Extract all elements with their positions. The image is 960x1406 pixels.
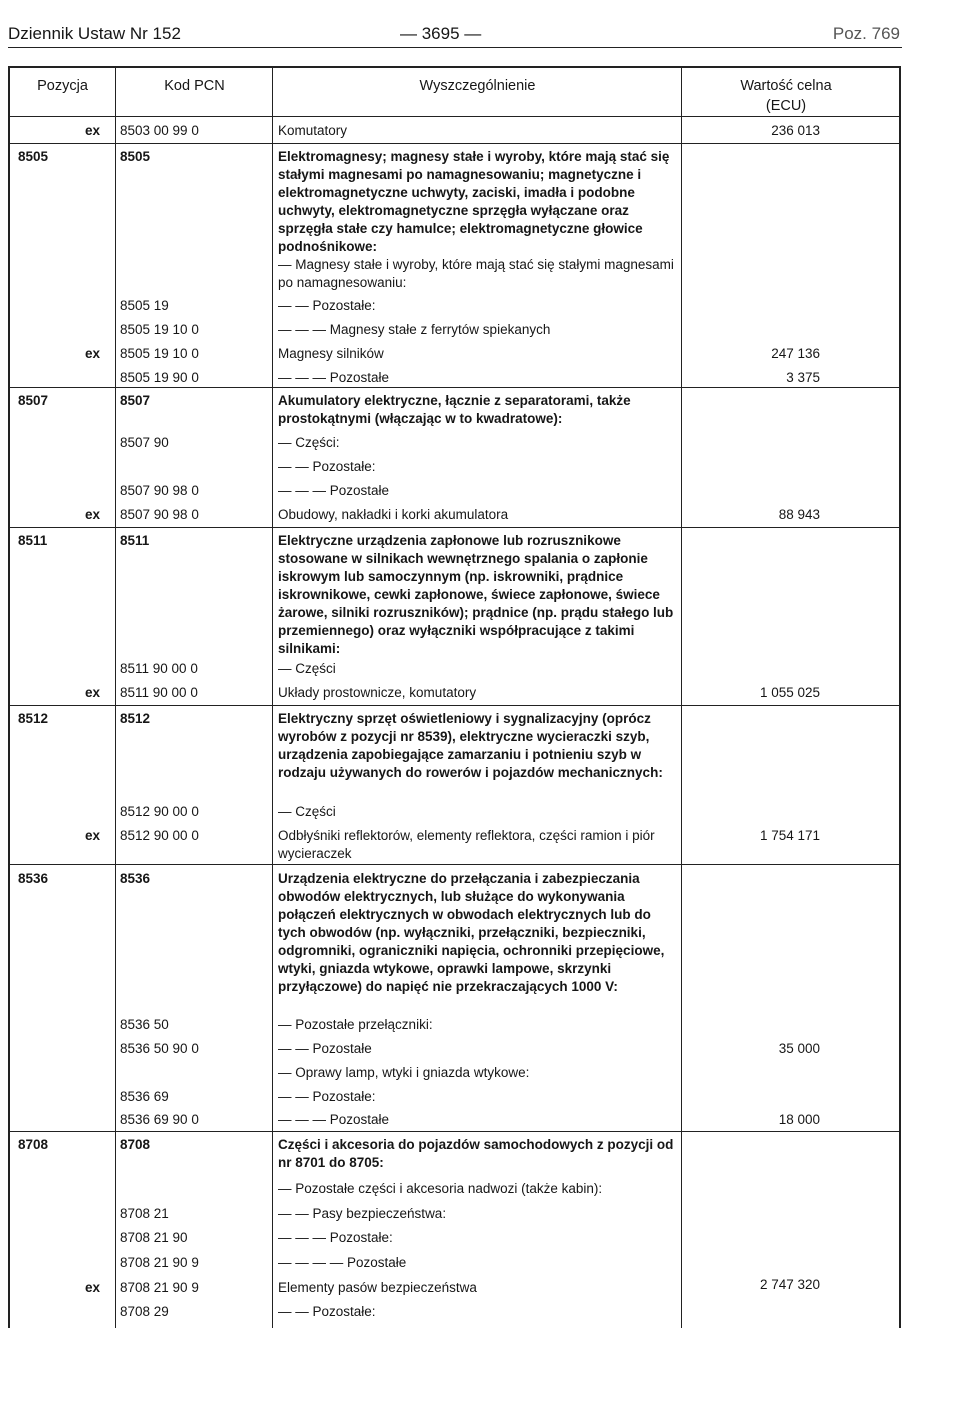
pcn-code: 8505 19 10 0 — [120, 322, 199, 337]
description: Odbłyśniki reflektorów, elementy reflektora, części ramion i piór wycieraczek — [278, 828, 655, 861]
description: — — Pozostałe — [278, 1041, 372, 1056]
pcn-code: 8511 — [120, 533, 150, 548]
customs-value: 35 000 — [778, 1041, 820, 1056]
heading-position: 8507 — [18, 393, 49, 408]
pcn-code: 8511 90 00 0 — [120, 661, 198, 676]
description: — — Pozostałe: — [278, 298, 376, 313]
column-header-opis: Wyszczególnienie — [419, 78, 536, 94]
row-divider — [10, 705, 899, 706]
customs-value: 3 375 — [786, 370, 820, 385]
pcn-code: 8512 — [120, 711, 151, 726]
ex-marker: ex — [85, 828, 101, 843]
pcn-code: 8708 29 — [120, 1304, 169, 1319]
column-divider — [272, 68, 273, 1328]
description: — Oprawy lamp, wtyki i gniazda wtykowe: — [278, 1065, 530, 1080]
description: — — Pozostałe: — [278, 459, 376, 474]
ex-marker: ex — [85, 123, 101, 138]
description: — Pozostałe części i akcesoria nadwozi (także kabin): — [278, 1181, 603, 1196]
description: — — — — Pozostałe — [278, 1255, 407, 1270]
description: Obudowy, nakładki i korki akumulatora — [278, 507, 509, 522]
customs-value: 88 943 — [778, 507, 820, 522]
pcn-code: 8505 19 — [120, 298, 169, 313]
pcn-code: 8511 90 00 0 — [120, 685, 198, 700]
position-number: Poz. 769 — [832, 24, 900, 43]
heading-description: Akumulatory elektryczne, łącznie z separatorami, także prostokątnymi (włączając w to kwadratowe): — [278, 393, 631, 426]
pcn-code: 8505 19 10 0 — [120, 346, 199, 361]
description: — Pozostałe przełączniki: — [278, 1017, 433, 1032]
pcn-code: 8505 — [120, 149, 151, 164]
customs-value: 247 136 — [771, 346, 820, 361]
column-divider — [115, 68, 116, 1328]
pcn-code: 8505 19 90 0 — [120, 370, 199, 385]
pcn-code: 8507 90 98 0 — [120, 507, 199, 522]
pcn-code: 8536 — [120, 871, 151, 886]
description: — — — Pozostałe: — [278, 1230, 393, 1245]
heading-position: 8505 — [18, 149, 49, 164]
heading-description: Urządzenia elektryczne do przełączania i zabezpieczania obwodów elektrycznych, lub służące do wykonywania połączeń elektrycznych w obwodach elektrycznych lub do tych obwodów (np. wyłączniki, przełączniki, bezpieczniki, odgromniki, ograniczniki napięcia, ochronniki przepięciowe, wtyki, gniazda wtykowe, oprawki lampowe, skrzynki przyłączowe) do napięć nie przekraczających 1000 V: — [278, 871, 665, 994]
heading-description: Elektryczne urządzenia zapłonowe lub rozrusznikowe stosowane w silnikach wewnętrznego spalania o zapłonie iskrowym lub samoczynnym (np. iskrowniki, prądnice iskrownikowe, cewki zapłonowe, świece zapłonowe, świece żarowe, silniki rozruszników); prądnice (np. prądu stałego lub przemiennego) oraz wyłączniki współpracujące z takimi silnikami: — [278, 533, 674, 656]
journal-title: Dziennik Ustaw Nr 152 — [8, 24, 181, 43]
column-header-kod: Kod PCN — [164, 78, 225, 94]
page-number: — 3695 — — [400, 24, 482, 43]
heading-position: 8512 — [18, 711, 49, 726]
page-header — [0, 0, 960, 50]
pcn-code: 8708 21 — [120, 1206, 169, 1221]
row-divider — [10, 864, 899, 865]
heading-description: Części i akcesoria do pojazdów samochodowych z pozycji od nr 8701 do 8705: — [278, 1137, 674, 1170]
pcn-code: 8507 — [120, 393, 151, 408]
description: Komutatory — [278, 123, 348, 138]
row-divider — [10, 143, 899, 144]
header-rule — [10, 116, 899, 117]
description: — — — Pozostałe — [278, 370, 390, 385]
description: — — — Magnesy stałe z ferrytów spiekanych — [278, 322, 551, 337]
heading-description: Elektryczny sprzęt oświetleniowy i sygnalizacyjny (oprócz wyrobów z pozycji nr 8539), elektryczne wycieraczki szyb, urządzenia zapobiegające zamarzaniu i potnieniu szyb w rodzaju używanych do rowerów i pojazdów mechanicznych: — [278, 711, 663, 780]
pcn-code: 8507 90 — [120, 435, 169, 450]
row-divider — [10, 527, 899, 528]
column-header-pozycja: Pozycja — [37, 78, 88, 94]
heading-position: 8536 — [18, 871, 49, 886]
column-header-wartosc: Wartość celna (ECU) — [740, 78, 832, 114]
pcn-code: 8536 50 90 0 — [120, 1041, 199, 1056]
pcn-code: 8708 — [120, 1137, 151, 1152]
description: — Części: — [278, 435, 340, 450]
pcn-code: 8536 50 — [120, 1017, 169, 1032]
row-divider — [10, 387, 899, 388]
pcn-code: 8708 21 90 9 — [120, 1255, 199, 1270]
pcn-code: 8536 69 90 0 — [120, 1112, 199, 1127]
description: — — Pasy bezpieczeństwa: — [278, 1206, 447, 1221]
description: — — — Pozostałe — [278, 483, 390, 498]
description: — — Pozostałe: — [278, 1304, 376, 1319]
description: — — — Pozostałe — [278, 1112, 390, 1127]
customs-value: 1 754 171 — [759, 828, 820, 843]
customs-value: 236 013 — [771, 123, 820, 138]
heading-description: Elektromagnesy; magnesy stałe i wyroby, które mają stać się stałymi magnesami po namagnesowaniu; magnetyczne i elektromagnetyczne uchwyty, zaciski, imadła i podobne uchwyty, elektromagnetyczne sprzęgła wyłączane oraz sprzęgła stałe czy hamulce; elektromagnetyczne głowice podnośnikowe: — [278, 149, 670, 254]
description: Układy prostownicze, komutatory — [278, 685, 477, 700]
description: Magnesy silników — [278, 346, 384, 361]
heading-position: 8511 — [18, 533, 48, 548]
description: — Części — [278, 804, 336, 819]
description: — — Pozostałe: — [278, 1089, 376, 1104]
customs-value: 2 747 320 — [759, 1277, 820, 1292]
ex-marker: ex — [85, 1280, 101, 1295]
description: — Magnesy stałe i wyroby, które mają stać się stałymi magnesami po namagnesowaniu: — [278, 257, 674, 290]
row-divider — [10, 1131, 899, 1132]
ex-marker: ex — [85, 685, 101, 700]
description: — Części — [278, 661, 336, 676]
heading-position: 8708 — [18, 1137, 49, 1152]
pcn-code: 8503 00 99 0 — [120, 123, 199, 138]
customs-value: 18 000 — [778, 1112, 820, 1127]
pcn-code: 8708 21 90 — [120, 1230, 188, 1245]
pcn-code: 8512 90 00 0 — [120, 828, 199, 843]
ex-marker: ex — [85, 507, 101, 522]
pcn-code: 8512 90 00 0 — [120, 804, 199, 819]
pcn-code: 8507 90 98 0 — [120, 483, 199, 498]
description: Elementy pasów bezpieczeństwa — [278, 1280, 477, 1295]
customs-value: 1 055 025 — [759, 685, 820, 700]
header-rule — [8, 47, 902, 48]
pcn-code: 8708 21 90 9 — [120, 1280, 199, 1295]
ex-marker: ex — [85, 346, 101, 361]
pcn-code: 8536 69 — [120, 1089, 169, 1104]
